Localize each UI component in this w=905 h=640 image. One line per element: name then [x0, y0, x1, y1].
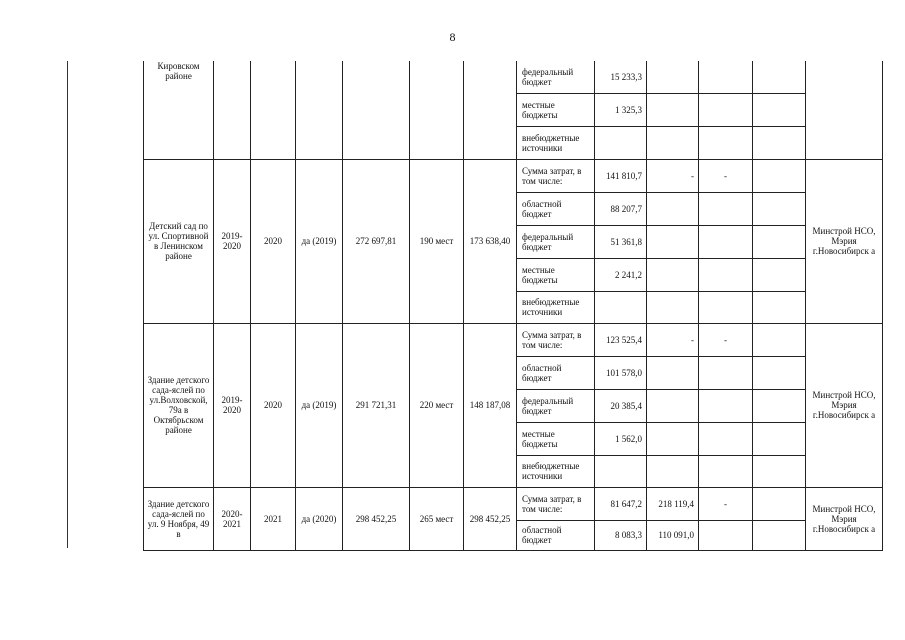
amount-next-year-cell: 218 119,4	[647, 487, 699, 520]
empty-cell	[753, 291, 806, 323]
amount-third-cell	[699, 192, 753, 225]
funding-source-cell: Сумма затрат, в том числе:	[517, 323, 595, 356]
empty-cell	[753, 192, 806, 225]
commissioning-cell: 2021	[251, 487, 296, 550]
object-cell: Детский сад по ул. Спортивной в Ленинском районе	[144, 159, 214, 323]
funding-source-cell: федеральный бюджет	[517, 389, 595, 422]
registered-cell: да (2019)	[296, 323, 343, 487]
amount-next-year-cell: -	[647, 323, 699, 356]
funding-source-cell: федеральный бюджет	[517, 225, 595, 258]
amount-third-cell	[699, 389, 753, 422]
funding-source-cell: внебюджетные источники	[517, 126, 595, 159]
capacity-cell	[410, 61, 464, 159]
registered-cell	[296, 61, 343, 159]
empty-cell	[753, 487, 806, 520]
amount-third-cell	[699, 455, 753, 487]
table-row	[144, 61, 883, 93]
funding-source-cell: федеральный бюджет	[517, 61, 595, 93]
empty-cell	[753, 159, 806, 192]
investment-table	[143, 61, 883, 551]
cost-cell: 298 452,25	[343, 487, 410, 550]
capacity-cell: 220 мест	[410, 323, 464, 487]
amount-third-cell	[699, 61, 753, 93]
amount-cell: 101 578,0	[595, 356, 647, 389]
funding-source-cell: внебюджетные источники	[517, 291, 595, 323]
years-cell: 2020-2021	[214, 487, 251, 550]
amount-next-year-cell	[647, 291, 699, 323]
amount-third-cell	[699, 356, 753, 389]
amount-cell: 15 233,3	[595, 61, 647, 93]
cost-cell: 291 721,31	[343, 323, 410, 487]
amount-cell	[595, 126, 647, 159]
empty-cell	[753, 455, 806, 487]
amount-cell	[595, 455, 647, 487]
amount-next-year-cell	[647, 61, 699, 93]
table-row	[144, 323, 883, 356]
funding-source-cell: внебюджетные источники	[517, 455, 595, 487]
executor-cell: Минстрой НСО, Мэрия г.Новосибирск а	[806, 323, 883, 487]
executor-cell	[806, 61, 883, 159]
funding-source-cell: Сумма затрат, в том числе:	[517, 159, 595, 192]
balance-cell: 148 187,08	[464, 323, 517, 487]
table-row	[144, 159, 883, 192]
amount-third-cell	[699, 258, 753, 291]
margin-line	[67, 61, 68, 548]
amount-next-year-cell	[647, 356, 699, 389]
object-cell: Здание детского сада-яслей по ул.Волховской, 79а в Октябрьском районе	[144, 323, 214, 487]
amount-cell	[595, 291, 647, 323]
amount-third-cell	[699, 520, 753, 550]
amount-cell: 2 241,2	[595, 258, 647, 291]
funding-source-cell: Сумма затрат, в том числе:	[517, 487, 595, 520]
amount-cell: 1 562,0	[595, 422, 647, 455]
executor-cell: Минстрой НСО, Мэрия г.Новосибирск а	[806, 159, 883, 323]
amount-cell: 88 207,7	[595, 192, 647, 225]
empty-cell	[753, 93, 806, 126]
amount-third-cell	[699, 93, 753, 126]
cost-cell: 272 697,81	[343, 159, 410, 323]
table-row	[144, 487, 883, 520]
amount-third-cell: -	[699, 487, 753, 520]
capacity-cell: 265 мест	[410, 487, 464, 550]
empty-cell	[753, 258, 806, 291]
empty-cell	[753, 520, 806, 550]
amount-next-year-cell	[647, 389, 699, 422]
amount-next-year-cell: -	[647, 159, 699, 192]
amount-third-cell	[699, 291, 753, 323]
capacity-cell: 190 мест	[410, 159, 464, 323]
amount-third-cell: -	[699, 159, 753, 192]
funding-source-cell: местные бюджеты	[517, 93, 595, 126]
amount-cell: 1 325,3	[595, 93, 647, 126]
amount-cell: 20 385,4	[595, 389, 647, 422]
empty-cell	[753, 61, 806, 93]
amount-next-year-cell	[647, 422, 699, 455]
page-number: 8	[449, 30, 456, 44]
amount-third-cell	[699, 126, 753, 159]
empty-cell	[753, 389, 806, 422]
amount-third-cell	[699, 422, 753, 455]
amount-next-year-cell	[647, 93, 699, 126]
amount-next-year-cell	[647, 258, 699, 291]
funding-source-cell: областной бюджет	[517, 192, 595, 225]
object-cell: Кировском районе	[144, 61, 214, 159]
amount-third-cell: -	[699, 323, 753, 356]
executor-cell: Минстрой НСО, Мэрия г.Новосибирск а	[806, 487, 883, 550]
amount-next-year-cell	[647, 225, 699, 258]
amount-next-year-cell	[647, 126, 699, 159]
amount-cell: 8 083,3	[595, 520, 647, 550]
amount-cell: 51 361,8	[595, 225, 647, 258]
balance-cell	[464, 61, 517, 159]
commissioning-cell	[251, 61, 296, 159]
funding-source-cell: областной бюджет	[517, 520, 595, 550]
registered-cell: да (2020)	[296, 487, 343, 550]
amount-cell: 141 810,7	[595, 159, 647, 192]
empty-cell	[753, 225, 806, 258]
funding-source-cell: областной бюджет	[517, 356, 595, 389]
balance-cell: 173 638,40	[464, 159, 517, 323]
amount-next-year-cell	[647, 192, 699, 225]
registered-cell: да (2019)	[296, 159, 343, 323]
object-cell: Здание детского сада-яслей по ул. 9 Ноября, 49 в	[144, 487, 214, 550]
cost-cell	[343, 61, 410, 159]
years-cell	[214, 61, 251, 159]
balance-cell: 298 452,25	[464, 487, 517, 550]
amount-next-year-cell: 110 091,0	[647, 520, 699, 550]
years-cell: 2019-2020	[214, 323, 251, 487]
commissioning-cell: 2020	[251, 159, 296, 323]
empty-cell	[753, 422, 806, 455]
commissioning-cell: 2020	[251, 323, 296, 487]
empty-cell	[753, 356, 806, 389]
empty-cell	[753, 126, 806, 159]
amount-cell: 123 525,4	[595, 323, 647, 356]
empty-cell	[753, 323, 806, 356]
funding-source-cell: местные бюджеты	[517, 258, 595, 291]
years-cell: 2019-2020	[214, 159, 251, 323]
amount-cell: 81 647,2	[595, 487, 647, 520]
amount-next-year-cell	[647, 455, 699, 487]
amount-third-cell	[699, 225, 753, 258]
funding-source-cell: местные бюджеты	[517, 422, 595, 455]
